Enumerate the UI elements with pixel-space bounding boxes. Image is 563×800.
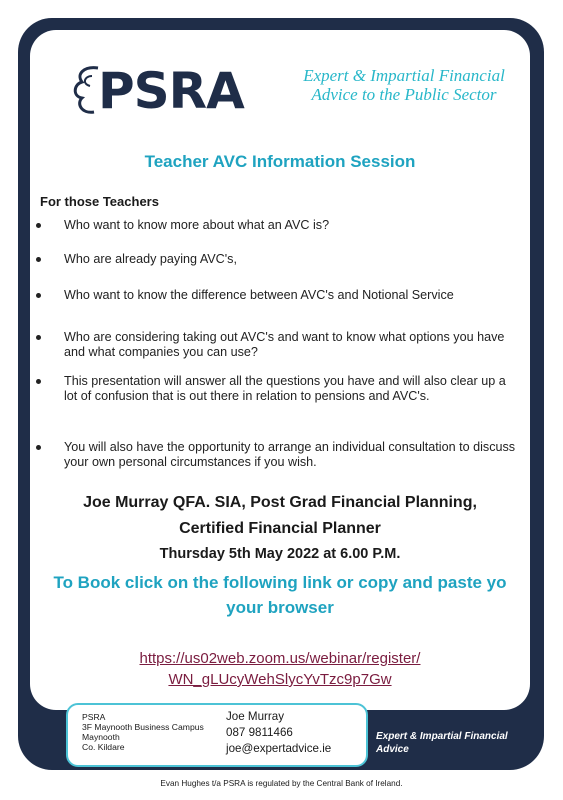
bullet-icon (36, 257, 41, 262)
address-block: PSRA 3F Maynooth Business Campus Maynooth Co. Kildare (82, 712, 204, 752)
header-tagline: Expert & Impartial Financial Advice to the Public Sector (303, 66, 505, 104)
event-date: Thursday 5th May 2022 at 6.00 P.M. (159, 546, 401, 562)
contact-email[interactable]: joe@expertadvice.ie (226, 742, 332, 755)
footer-tagline: Expert & Impartial Financial Advice (376, 731, 508, 755)
psra-logo (70, 62, 244, 128)
presenter-line-2: Certified Financial Planner (179, 520, 381, 537)
regulator-notice: Evan Hughes t/a PSRA is regulated by the Central Bank of Ireland. (160, 779, 403, 788)
intro-heading: For those Teachers (40, 194, 159, 209)
session-title: Teacher AVC Information Session (144, 152, 416, 171)
registration-link[interactable]: https://us02web.zoom.us/webinar/register/ WN_gLUcyWehSlycYvTzc9p7Gw (139, 650, 421, 688)
bullet-icon (36, 223, 41, 228)
contact-details (226, 709, 366, 757)
presenter-line-1: Joe Murray QFA. SIA, Post Grad Financial Planning, (83, 494, 477, 511)
contact-box (66, 703, 368, 767)
bullet-icon (36, 445, 41, 450)
bullet-icon (36, 379, 41, 384)
bullet-icon (36, 293, 41, 298)
contact-phone[interactable]: 087 9811466 (226, 726, 293, 739)
logo-text: PSRA (98, 62, 244, 120)
contact-name: Joe Murray (226, 710, 284, 723)
bullet-icon (36, 335, 41, 340)
booking-instructions: To Book click on the following link or copy and paste yo your browser (53, 573, 507, 617)
presenter-credentials (30, 490, 530, 542)
